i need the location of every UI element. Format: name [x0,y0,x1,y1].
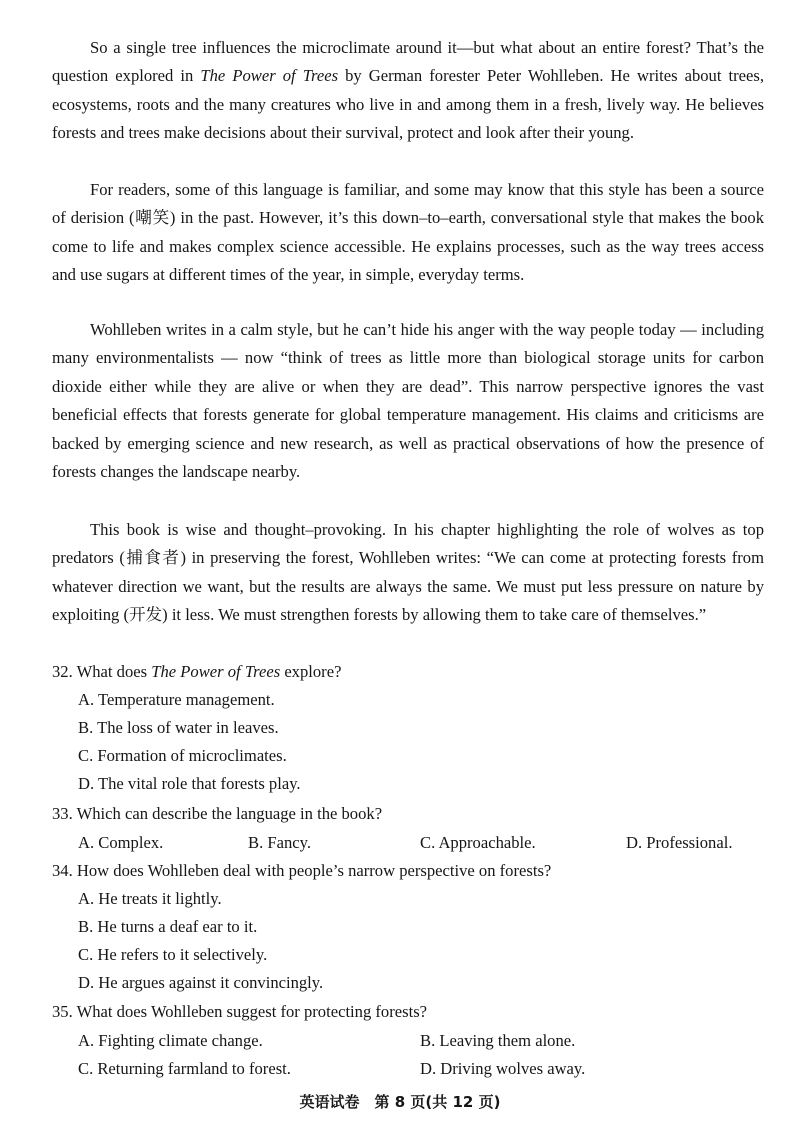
page-footer: 英语试卷 第 8 页(共 12 页) [299,1093,501,1111]
option-33-d[interactable]: D. Professional. [626,833,733,852]
passage-paragraph-4: This book is wise and thought–provoking. In his chapter highlighting the role of wolves as top predators (捕食者) in preserving the forest, Wohlleben writes: “We can come at protecting forests from whatever direction we want, but the results are always the same. We must put less pressure on nature by exploiting (开发) it less. We must strengthen forests by allowing them to take care of themselves.” [52,520,764,625]
question-32: 32. What does The Power of Trees explore? [52,662,342,681]
passage-paragraph-1: So a single tree influences the microclimate around it—but what about an entire forest? That’s the question explored in The Power of Trees by German forester Peter Wohlleben. He writes about trees, ecosystems, roots and the many creatures who live in and among them in a fresh, lively way. He believes forests and trees make decisions about their survival, protect and look after their young. [52,38,764,143]
question-34: 34. How does Wohlleben deal with people’s narrow perspective on forests? [52,861,552,880]
question-33: 33. Which can describe the language in the book? [52,804,383,823]
option-33-a[interactable]: A. Complex. [78,833,164,852]
option-34-a[interactable]: A. He treats it lightly. [78,889,222,908]
option-32-b[interactable]: B. The loss of water in leaves. [78,718,279,737]
option-34-b[interactable]: B. He turns a deaf ear to it. [78,917,258,936]
option-34-c[interactable]: C. He refers to it selectively. [78,945,268,964]
options-35-row-2 [78,1055,768,1083]
option-32-c[interactable]: C. Formation of microclimates. [78,746,287,765]
option-32-d[interactable]: D. The vital role that forests play. [78,774,301,793]
option-33-c[interactable]: C. Approachable. [420,833,536,852]
options-33 [78,829,768,857]
passage-paragraph-3: Wohlleben writes in a calm style, but he can’t hide his anger with the way people today — including many environmentalists — now “think of trees as little more than biological storage units for carbon dioxide either while they are alive or when they are dead”. This narrow perspective ignores the vast beneficial effects that forests generate for global temperature management. His claims and criticisms are backed by emerging science and new research, as well as practical observations of how the presence of forests changes the landscape nearby. [52,320,764,482]
option-35-b[interactable]: B. Leaving them alone. [420,1031,576,1050]
option-33-b[interactable]: B. Fancy. [248,833,311,852]
option-32-a[interactable]: A. Temperature management. [78,690,275,709]
option-35-a[interactable]: A. Fighting climate change. [78,1031,263,1050]
options-35-row-1 [78,1027,768,1055]
book-title: The Power of Trees [200,66,339,86]
question-32-book-title: The Power of Trees [151,662,281,681]
passage-paragraph-2: For readers, some of this language is familiar, and some may know that this style has been a source of derision (嘲笑) in the past. However, it’s this down–to–earth, conversational style that makes the book come to life and makes complex science accessible. He explains processes, such as the way trees access and use sugars at different times of the year, in simple, everyday terms. [52,180,764,285]
option-34-d[interactable]: D. He argues against it convincingly. [78,973,324,992]
option-35-d[interactable]: D. Driving wolves away. [420,1059,586,1078]
option-35-c[interactable]: C. Returning farmland to forest. [78,1059,291,1078]
question-35: 35. What does Wohlleben suggest for protecting forests? [52,1002,428,1021]
